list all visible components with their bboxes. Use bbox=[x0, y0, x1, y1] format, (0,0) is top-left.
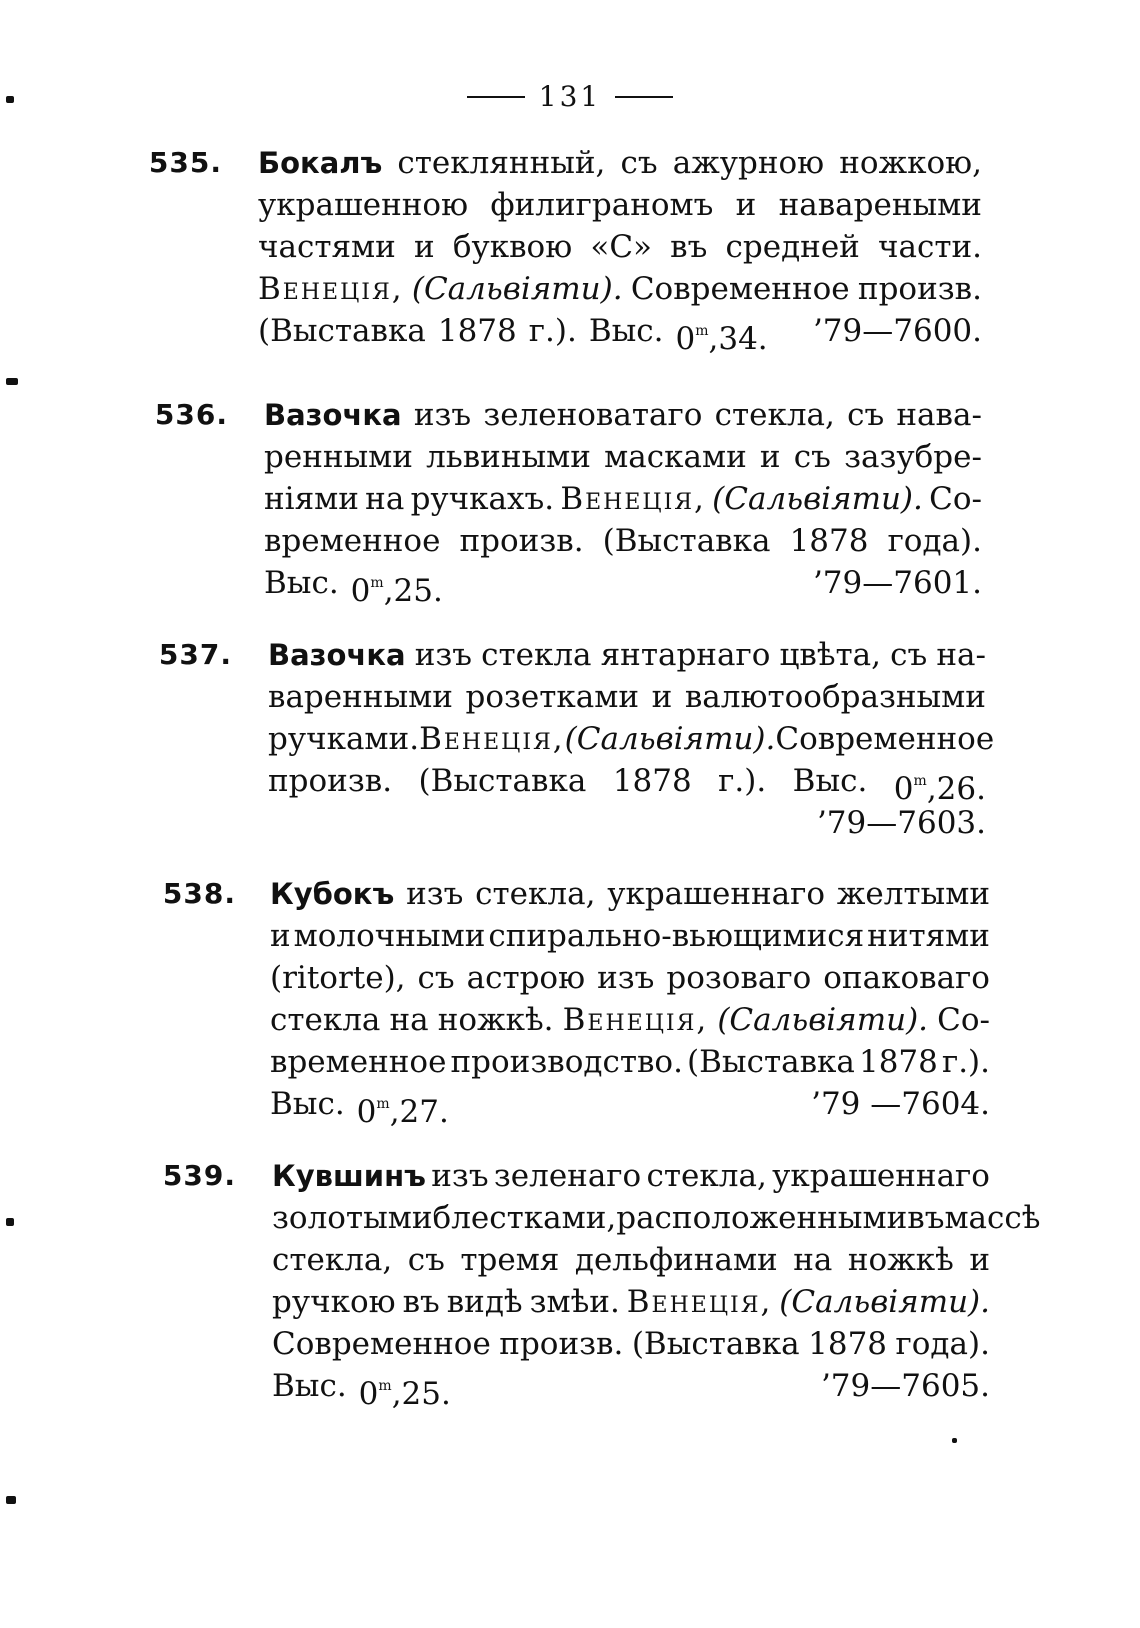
word: 1878 bbox=[858, 1044, 938, 1080]
word: стекла, bbox=[272, 1242, 393, 1278]
entry-number: 537. bbox=[158, 638, 232, 671]
word: спирально-вьющимися bbox=[488, 918, 865, 954]
inventory-reference: ’79—7601. bbox=[812, 565, 982, 601]
entry-line bbox=[268, 802, 986, 844]
word: Выс. bbox=[270, 1086, 345, 1122]
entry-headword: Бокалъ bbox=[258, 146, 383, 180]
word: временное bbox=[270, 1044, 447, 1080]
word: нава- bbox=[896, 397, 982, 433]
place-name: Венеція, bbox=[560, 481, 706, 517]
word: розетками bbox=[465, 679, 640, 715]
word: съ bbox=[793, 439, 831, 475]
entry-line bbox=[272, 1155, 990, 1197]
word: стекла bbox=[270, 1002, 381, 1038]
word: астрою bbox=[466, 960, 586, 996]
word: частями bbox=[258, 229, 396, 265]
place-name: Венеція, bbox=[258, 271, 404, 307]
height-value: 0$^m$,27. bbox=[356, 1094, 449, 1130]
word: украшеннаго bbox=[607, 876, 826, 912]
word: золотыми bbox=[272, 1200, 433, 1236]
page-number: 131 bbox=[538, 80, 602, 113]
word: 1878 bbox=[808, 1326, 888, 1362]
entry-line bbox=[258, 142, 982, 184]
word: г.). bbox=[941, 1044, 990, 1080]
word: (Выставка bbox=[418, 763, 587, 799]
word: произв. bbox=[459, 523, 584, 559]
word: года). bbox=[895, 1326, 990, 1362]
margin-mark bbox=[6, 1496, 16, 1504]
word: въ bbox=[402, 1284, 440, 1320]
word: (Выставка bbox=[258, 313, 426, 349]
word: тремя bbox=[460, 1242, 560, 1278]
word: на bbox=[793, 1242, 833, 1278]
height-value: 0$^m$,25. bbox=[358, 1376, 451, 1412]
word: съ bbox=[620, 145, 658, 181]
entry-headword: Кувшинъ bbox=[272, 1159, 426, 1193]
word: стекла, bbox=[714, 397, 835, 433]
entry-headword: Кубокъ bbox=[270, 877, 395, 911]
inventory-reference: ’79 —7604. bbox=[811, 1086, 990, 1122]
height-value: 0$^m$,25. bbox=[350, 573, 443, 609]
maker-name: (Сальвіяти). bbox=[779, 1284, 990, 1320]
word: и bbox=[759, 439, 781, 475]
word: Выс. bbox=[588, 313, 664, 349]
page-header bbox=[0, 80, 1140, 113]
word: Современное bbox=[630, 271, 850, 307]
word: на bbox=[389, 1002, 429, 1038]
word: янтарнаго bbox=[600, 637, 771, 673]
entry-headword: Вазочка bbox=[264, 398, 402, 432]
word: (Выставка bbox=[687, 1044, 855, 1080]
entry-line bbox=[264, 478, 982, 520]
word: части. bbox=[877, 229, 982, 265]
word: Со- bbox=[937, 1002, 990, 1038]
word: 1878 bbox=[789, 523, 869, 559]
maker-name: (Сальвіяти). bbox=[712, 481, 923, 517]
word: изъ bbox=[414, 637, 472, 673]
entry-line bbox=[270, 957, 990, 999]
word: въ bbox=[907, 1200, 945, 1236]
entry-number: 539. bbox=[162, 1159, 236, 1192]
entry-line bbox=[272, 1239, 990, 1281]
word: г.). bbox=[528, 313, 577, 349]
word: временное bbox=[264, 523, 441, 559]
word: буквою bbox=[452, 229, 573, 265]
margin-mark bbox=[6, 378, 18, 385]
word: (Выставка bbox=[602, 523, 771, 559]
word: зеленоватаго bbox=[483, 397, 703, 433]
entry-line bbox=[258, 268, 982, 310]
entry-line bbox=[264, 562, 982, 609]
word: желтыми bbox=[836, 876, 990, 912]
maker-name: (Сальвіяти). bbox=[564, 721, 776, 757]
word: ножкою, bbox=[839, 145, 982, 181]
word: Выс. bbox=[792, 763, 868, 799]
word: съ bbox=[890, 637, 928, 673]
margin-mark bbox=[952, 1438, 957, 1443]
header-rule-right bbox=[615, 96, 673, 98]
entry-number: 536. bbox=[154, 398, 228, 431]
header-rule-left bbox=[467, 96, 525, 98]
word: и bbox=[969, 1242, 990, 1278]
word: производство. bbox=[450, 1044, 683, 1080]
word: стеклянный, bbox=[397, 145, 606, 181]
word: блестками, bbox=[432, 1200, 617, 1236]
entry-line bbox=[258, 226, 982, 268]
word: на- bbox=[936, 637, 986, 673]
entry-line bbox=[268, 676, 986, 718]
word: (Выставка bbox=[631, 1326, 800, 1362]
entry-headword: Вазочка bbox=[268, 638, 406, 672]
word: изъ bbox=[431, 1158, 489, 1194]
entry-line bbox=[270, 1041, 990, 1083]
word: цвѣта, bbox=[779, 637, 882, 673]
entry-line bbox=[270, 1083, 990, 1130]
margin-mark bbox=[6, 96, 14, 103]
word: Выс. bbox=[272, 1368, 347, 1404]
word: стекла, bbox=[646, 1158, 767, 1194]
entry-line bbox=[272, 1323, 990, 1365]
word: ручками. bbox=[268, 721, 420, 757]
word: произв. bbox=[499, 1326, 624, 1362]
word: и bbox=[651, 679, 673, 715]
word: стекла, bbox=[475, 876, 596, 912]
word: змѣи. bbox=[529, 1284, 620, 1320]
entry-line bbox=[258, 184, 982, 226]
entry-line bbox=[270, 999, 990, 1041]
maker-name: (Сальвіяти). bbox=[411, 271, 623, 307]
entry-number: 535. bbox=[148, 146, 222, 179]
word: навареными bbox=[778, 187, 982, 223]
word: Современное bbox=[272, 1326, 491, 1362]
entry-line bbox=[268, 718, 995, 760]
word: и bbox=[413, 229, 435, 265]
height-value: 0$^m$,26. bbox=[893, 771, 986, 807]
word: ножкѣ bbox=[847, 1242, 954, 1278]
word: видѣ bbox=[446, 1284, 523, 1320]
word: (ritorte), bbox=[270, 960, 406, 996]
word: зеленаго bbox=[493, 1158, 642, 1194]
word: опаковаго bbox=[823, 960, 990, 996]
word: съ bbox=[847, 397, 885, 433]
entry-number: 538. bbox=[162, 877, 236, 910]
word: ренными bbox=[264, 439, 413, 475]
inventory-reference: ’79—7603. bbox=[816, 805, 986, 841]
inventory-reference: ’79—7600. bbox=[812, 313, 982, 349]
word: Со- bbox=[929, 481, 982, 517]
inventory-reference: ’79—7605. bbox=[820, 1368, 990, 1404]
word: Выс. bbox=[264, 565, 339, 601]
word: украшенною bbox=[258, 187, 469, 223]
word: молочными bbox=[293, 918, 486, 954]
entry-line bbox=[268, 760, 986, 807]
word: львиными bbox=[426, 439, 591, 475]
height-value: 0$^m$,34. bbox=[675, 321, 768, 357]
word: изъ bbox=[406, 876, 464, 912]
word: ніями bbox=[264, 481, 359, 517]
word: и bbox=[270, 918, 291, 954]
entry-line bbox=[268, 634, 986, 676]
entry-line bbox=[258, 310, 982, 357]
entry-line bbox=[264, 520, 982, 562]
margin-mark bbox=[6, 1218, 14, 1226]
word: Современное bbox=[775, 721, 995, 757]
word: средней bbox=[725, 229, 860, 265]
word: года). bbox=[887, 523, 982, 559]
word: ручкою bbox=[272, 1284, 396, 1320]
word: масками bbox=[604, 439, 747, 475]
word: съ bbox=[417, 960, 455, 996]
word: варенными bbox=[268, 679, 453, 715]
word: съ bbox=[407, 1242, 445, 1278]
word: массѣ bbox=[944, 1200, 1041, 1236]
entry-line bbox=[270, 915, 990, 957]
word: произв. bbox=[857, 271, 982, 307]
word: филиграномъ bbox=[490, 187, 714, 223]
word: «С» bbox=[590, 229, 653, 265]
word: стекла bbox=[481, 637, 592, 673]
word: нитями bbox=[867, 918, 990, 954]
word: 1878 bbox=[437, 313, 517, 349]
word: зазубре- bbox=[844, 439, 982, 475]
word: г.). bbox=[718, 763, 767, 799]
word: дельфинами bbox=[574, 1242, 778, 1278]
word: розоваго bbox=[666, 960, 812, 996]
word: 1878 bbox=[612, 763, 692, 799]
entry-line bbox=[272, 1281, 990, 1323]
word: изъ bbox=[413, 397, 472, 433]
word: въ bbox=[670, 229, 708, 265]
word: украшеннаго bbox=[772, 1158, 990, 1194]
word: и bbox=[735, 187, 757, 223]
word: ажурною bbox=[672, 145, 825, 181]
word: ножкѣ. bbox=[437, 1002, 554, 1038]
word: валютообразными bbox=[684, 679, 986, 715]
word: на bbox=[365, 481, 405, 517]
place-name: Венеція, bbox=[562, 1002, 709, 1038]
entry-line bbox=[264, 436, 982, 478]
word: произв. bbox=[268, 763, 393, 799]
entry-line bbox=[272, 1365, 990, 1412]
entry-line bbox=[264, 394, 982, 436]
entry-line bbox=[272, 1197, 1041, 1239]
maker-name: (Сальвіяти). bbox=[717, 1002, 929, 1038]
word: изъ bbox=[597, 960, 655, 996]
word: расположенными bbox=[616, 1200, 908, 1236]
word: ручкахъ. bbox=[410, 481, 555, 517]
place-name: Венеція, bbox=[419, 721, 565, 757]
entry-line bbox=[270, 873, 990, 915]
place-name: Венеція, bbox=[626, 1284, 773, 1320]
